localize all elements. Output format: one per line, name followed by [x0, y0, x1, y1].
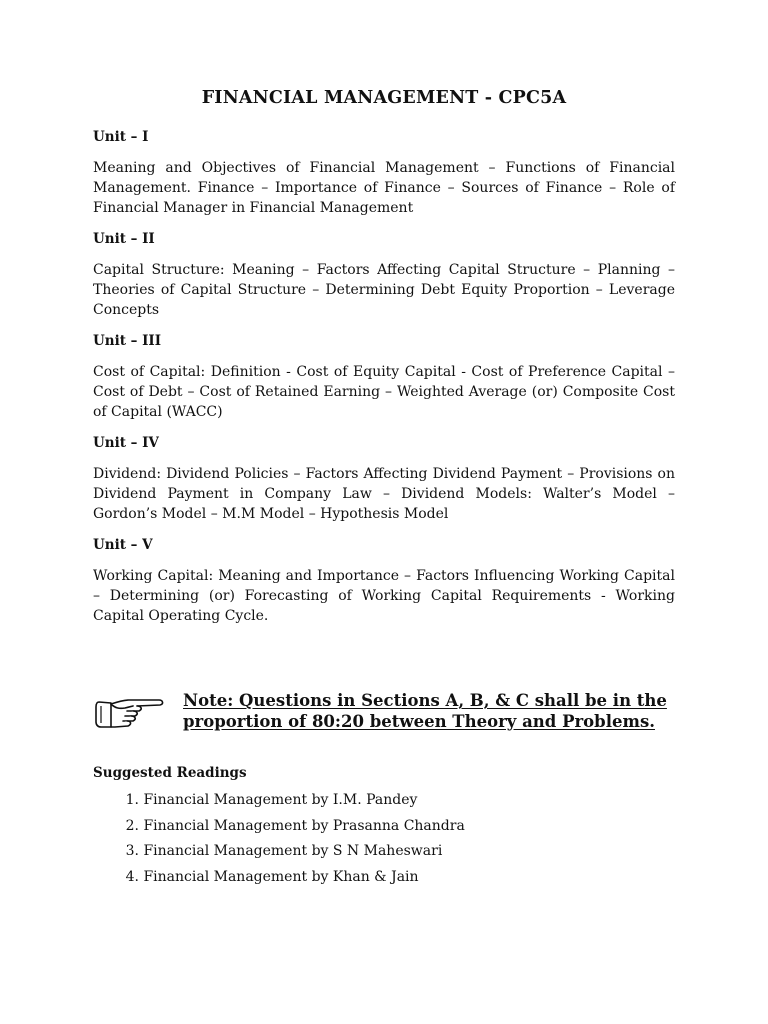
- list-item: [93, 816, 675, 836]
- pointing-hand-icon: [93, 694, 167, 732]
- unit-description: Working Capital: Meaning and Importance – Factors Influencing Working Capital – Determining (or) Forecasting of Working Capital Requirements - Working Capital Operating Cycle.: [93, 568, 675, 624]
- book-title: Financial Management by S N Maheswari: [143, 843, 443, 859]
- list-item: [93, 867, 675, 887]
- unit-5: [93, 536, 675, 626]
- book-title: Financial Management by I.M. Pandey: [143, 792, 418, 808]
- list-item: [93, 841, 675, 861]
- unit-2: [93, 230, 675, 320]
- unit-description: Dividend: Dividend Policies – Factors Affecting Dividend Payment – Provisions on Dividend Payment in Company Law – Dividend Models: Walter’s Model – Gordon’s Model – M.M Model – Hypothesis Model: [93, 466, 675, 522]
- book-title: Financial Management by Khan & Jain: [143, 868, 419, 885]
- unit-heading: Unit – II: [93, 231, 155, 247]
- unit-description: Meaning and Objectives of Financial Management – Functions of Financial Management. Finance – Importance of Finance – Sources of Finance – Role of Financial Manager in Financial Management: [93, 160, 675, 216]
- unit-heading: Unit – V: [93, 537, 153, 553]
- unit-3: [93, 332, 675, 422]
- list-item: [93, 790, 675, 810]
- unit-heading: Unit – IV: [93, 435, 159, 451]
- list-number: 2.: [125, 817, 139, 834]
- book-title: Financial Management by Prasanna Chandra: [143, 817, 465, 834]
- unit-1: [93, 128, 675, 218]
- list-number: 1.: [125, 792, 139, 808]
- unit-4: [93, 434, 675, 524]
- readings-heading: Suggested Readings: [93, 765, 247, 781]
- unit-heading: Unit – III: [93, 333, 162, 349]
- suggested-readings: [93, 764, 675, 892]
- unit-heading: Unit – I: [93, 129, 149, 145]
- readings-list: [93, 790, 675, 887]
- note-text: Note: Questions in Sections A, B, & C shall be in the proportion of 80:20 between Theory and Problems.: [183, 691, 667, 731]
- page-title: FINANCIAL MANAGEMENT - CPC5A: [201, 88, 567, 108]
- list-number: 4.: [125, 868, 139, 885]
- unit-description: Cost of Capital: Definition - Cost of Equity Capital - Cost of Preference Capital – Cost of Debt – Cost of Retained Earning – Weighted Average (or) Composite Cost of Capital (WACC): [93, 364, 675, 420]
- note-section: [93, 690, 693, 742]
- unit-description: Capital Structure: Meaning – Factors Affecting Capital Structure – Planning – Theories of Capital Structure – Determining Debt Equity Proportion – Leverage Concepts: [93, 262, 675, 318]
- syllabus-page: [93, 86, 675, 638]
- list-number: 3.: [125, 843, 139, 859]
